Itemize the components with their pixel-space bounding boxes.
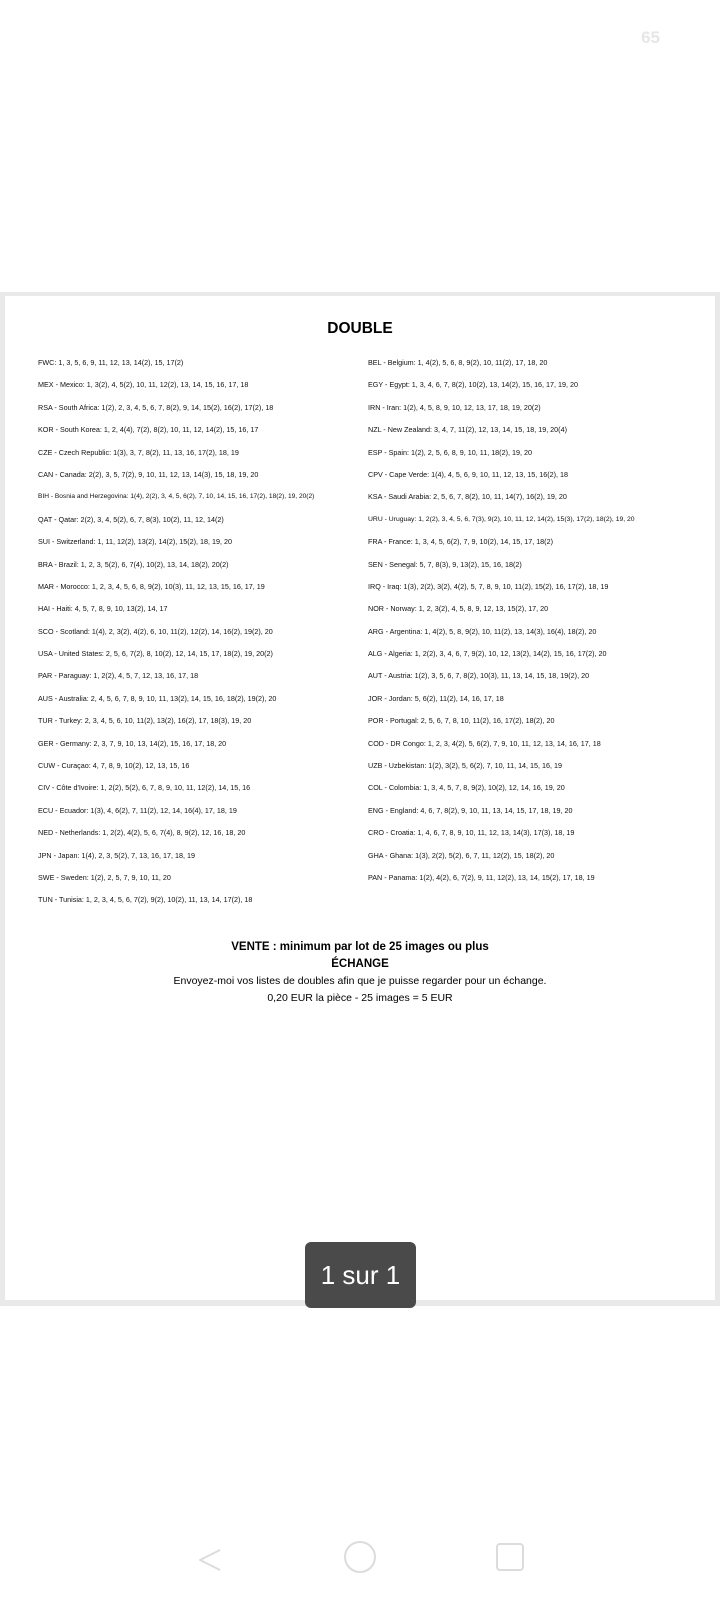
left-column <box>38 356 373 916</box>
list-item: JPN - Japan: 1(4), 2, 3, 5(2), 7, 13, 16, 17, 18, 19 <box>38 850 196 860</box>
list-item: SEN - Senegal: 5, 7, 8(3), 9, 13(2), 15, 16, 18(2) <box>368 559 522 569</box>
home-icon[interactable] <box>340 1540 380 1580</box>
list-item: BRA - Brazil: 1, 2, 3, 5(2), 6, 7(4), 10(2), 13, 14, 18(2), 20(2) <box>38 559 229 569</box>
list-item: TUR - Turkey: 2, 3, 4, 5, 6, 10, 11(2), 13(2), 16(2), 17, 18(3), 19, 20 <box>38 716 252 726</box>
page-indicator: 1 sur 1 <box>305 1242 416 1308</box>
exchange-text: Envoyez-moi vos listes de doubles afin que je puisse regarder pour un échange. <box>173 975 547 987</box>
list-item: ECU - Ecuador: 1(3), 4, 6(2), 7, 11(2), 12, 14, 16(4), 17, 18, 19 <box>38 805 237 815</box>
document-footer <box>5 939 715 1007</box>
list-item: CPV - Cape Verde: 1(4), 4, 5, 6, 9, 10, 11, 12, 13, 15, 16(2), 18 <box>368 469 569 479</box>
list-item: TUN - Tunisia: 1, 2, 3, 4, 5, 6, 7(2), 9(2), 10(2), 11, 13, 14, 17(2), 18 <box>38 895 253 905</box>
list-item: EGY - Egypt: 1, 3, 4, 6, 7, 8(2), 10(2), 13, 14(2), 15, 16, 17, 19, 20 <box>368 380 579 390</box>
list-item: POR - Portugal: 2, 5, 6, 7, 8, 10, 11(2), 16, 17(2), 18(2), 20 <box>368 716 555 726</box>
list-item: BIH - Bosnia and Herzegovina: 1(4), 2(2), 3, 4, 5, 6(2), 7, 10, 14, 15, 16, 17(2), 18(2), 19, 20(2) <box>38 493 315 501</box>
sale-line: VENTE : minimum par lot de 25 images ou plus <box>231 941 489 953</box>
list-item: KSA - Saudi Arabia: 2, 5, 6, 7, 8(2), 10, 11, 14(7), 16(2), 19, 20 <box>368 492 567 502</box>
list-item: NZL - New Zealand: 3, 4, 7, 11(2), 12, 13, 14, 15, 18, 19, 20(4) <box>368 425 567 435</box>
back-icon[interactable] <box>192 1540 232 1580</box>
list-item: CIV - Côte d'Ivoire: 1, 2(2), 5(2), 6, 7, 8, 9, 10, 11, 12(2), 14, 15, 16 <box>38 783 251 793</box>
list-item: JOR - Jordan: 5, 6(2), 11(2), 14, 16, 17, 18 <box>368 693 504 703</box>
list-item: MEX - Mexico: 1, 3(2), 4, 5(2), 10, 11, 12(2), 13, 14, 15, 16, 17, 18 <box>38 380 249 390</box>
list-item: SWE - Sweden: 1(2), 2, 5, 7, 9, 10, 11, 20 <box>38 872 171 882</box>
list-item: ENG - England: 4, 6, 7, 8(2), 9, 10, 11, 13, 14, 15, 17, 18, 19, 20 <box>368 805 573 815</box>
list-item: CAN - Canada: 2(2), 3, 5, 7(2), 9, 10, 11, 12, 13, 14(3), 15, 18, 19, 20 <box>38 469 259 479</box>
price-text: 0,20 EUR la pièce - 25 images = 5 EUR <box>267 992 453 1004</box>
list-item: SUI - Switzerland: 1, 11, 12(2), 13(2), 14(2), 15(2), 18, 19, 20 <box>38 537 233 547</box>
list-item: IRQ - Iraq: 1(3), 2(2), 3(2), 4(2), 5, 7, 8, 9, 10, 11(2), 15(2), 16, 17(2), 18, 19 <box>368 581 609 591</box>
list-item: GER - Germany: 2, 3, 7, 9, 10, 13, 14(2), 15, 16, 17, 18, 20 <box>38 738 227 748</box>
list-item: KOR - South Korea: 1, 2, 4(4), 7(2), 8(2), 10, 11, 12, 14(2), 15, 16, 17 <box>38 425 259 435</box>
list-item: CRO - Croatia: 1, 4, 6, 7, 8, 9, 10, 11, 12, 13, 14(3), 17(3), 18, 19 <box>368 828 575 838</box>
list-item: MAR - Morocco: 1, 2, 3, 4, 5, 6, 8, 9(2), 10(3), 11, 12, 13, 15, 16, 17, 19 <box>38 581 265 591</box>
recent-apps-icon[interactable] <box>490 1540 530 1580</box>
list-item: ARG - Argentina: 1, 4(2), 5, 8, 9(2), 10, 11(2), 13, 14(3), 16(4), 18(2), 20 <box>368 626 597 636</box>
list-item: HAI - Haiti: 4, 5, 7, 8, 9, 10, 13(2), 14, 17 <box>38 604 168 614</box>
list-item: NED - Netherlands: 1, 2(2), 4(2), 5, 6, 7(4), 8, 9(2), 12, 16, 18, 20 <box>38 828 246 838</box>
document-page[interactable] <box>5 296 715 1300</box>
list-item: BEL - Belgium: 1, 4(2), 5, 6, 8, 9(2), 10, 11(2), 17, 18, 20 <box>368 358 548 367</box>
list-item: UZB - Uzbekistan: 1(2), 3(2), 5, 6(2), 7, 10, 11, 14, 15, 16, 19 <box>368 761 563 771</box>
list-item: QAT - Qatar: 2(2), 3, 4, 5(2), 6, 7, 8(3), 10(2), 11, 12, 14(2) <box>38 514 224 524</box>
list-item: PAN - Panama: 1(2), 4(2), 6, 7(2), 9, 11, 12(2), 13, 14, 15(2), 17, 18, 19 <box>368 872 595 882</box>
document-title: DOUBLE <box>327 320 393 337</box>
list-item: RSA - South Africa: 1(2), 2, 3, 4, 5, 6, 7, 8(2), 9, 14, 15(2), 16(2), 17(2), 18 <box>38 402 274 412</box>
list-item: USA - United States: 2, 5, 6, 7(2), 8, 10(2), 12, 14, 15, 17, 18(2), 19, 20(2) <box>38 649 273 659</box>
list-item: AUT - Austria: 1(2), 3, 5, 6, 7, 8(2), 10(3), 11, 13, 14, 15, 18, 19(2), 20 <box>368 671 590 681</box>
list-item: CUW - Curaçao: 4, 7, 8, 9, 10(2), 12, 13, 15, 16 <box>38 761 190 771</box>
list-item: COL - Colombia: 1, 3, 4, 5, 7, 8, 9(2), 10(2), 12, 14, 16, 19, 20 <box>368 783 565 793</box>
list-item: URU - Uruguay: 1, 2(2), 3, 4, 5, 6, 7(3), 9(2), 10, 11, 12, 14(2), 15(3), 17(2), 18(2), 19, 20 <box>368 515 635 523</box>
right-column <box>368 356 703 893</box>
list-item: AUS - Australia: 2, 4, 5, 6, 7, 8, 9, 10, 11, 13(2), 14, 15, 16, 18(2), 19(2), 20 <box>38 693 277 703</box>
list-item: SCO - Scotland: 1(4), 2, 3(2), 4(2), 6, 10, 11(2), 12(2), 14, 16(2), 19(2), 20 <box>38 626 273 636</box>
list-item: GHA - Ghana: 1(3), 2(2), 5(2), 6, 7, 11, 12(2), 15, 18(2), 20 <box>368 850 555 860</box>
system-navigation-bar <box>0 1540 720 1600</box>
list-item: ALG - Algeria: 1, 2(2), 3, 4, 6, 7, 9(2), 10, 12, 13(2), 14(2), 15, 16, 17(2), 20 <box>368 649 607 659</box>
list-item: PAR - Paraguay: 1, 2(2), 4, 5, 7, 12, 13, 16, 17, 18 <box>38 671 199 681</box>
list-item: IRN - Iran: 1(2), 4, 5, 8, 9, 10, 12, 13, 17, 18, 19, 20(2) <box>368 402 541 412</box>
list-item: COD - DR Congo: 1, 2, 3, 4(2), 5, 6(2), 7, 9, 10, 11, 12, 13, 14, 16, 17, 18 <box>368 738 601 748</box>
list-item: CZE - Czech Republic: 1(3), 3, 7, 8(2), 11, 13, 16, 17(2), 18, 19 <box>38 447 239 457</box>
exchange-title: ÉCHANGE <box>331 958 389 970</box>
list-item: ESP - Spain: 1(2), 2, 5, 6, 8, 9, 10, 11, 18(2), 19, 20 <box>368 447 532 457</box>
page-number-badge: 65 <box>641 28 660 47</box>
list-item: FWC: 1, 3, 5, 6, 9, 11, 12, 13, 14(2), 15, 17(2) <box>38 358 184 367</box>
list-item: NOR - Norway: 1, 2, 3(2), 4, 5, 8, 9, 12, 13, 15(2), 17, 20 <box>368 604 549 614</box>
list-item: FRA - France: 1, 3, 4, 5, 6(2), 7, 9, 10(2), 14, 15, 17, 18(2) <box>368 537 553 547</box>
